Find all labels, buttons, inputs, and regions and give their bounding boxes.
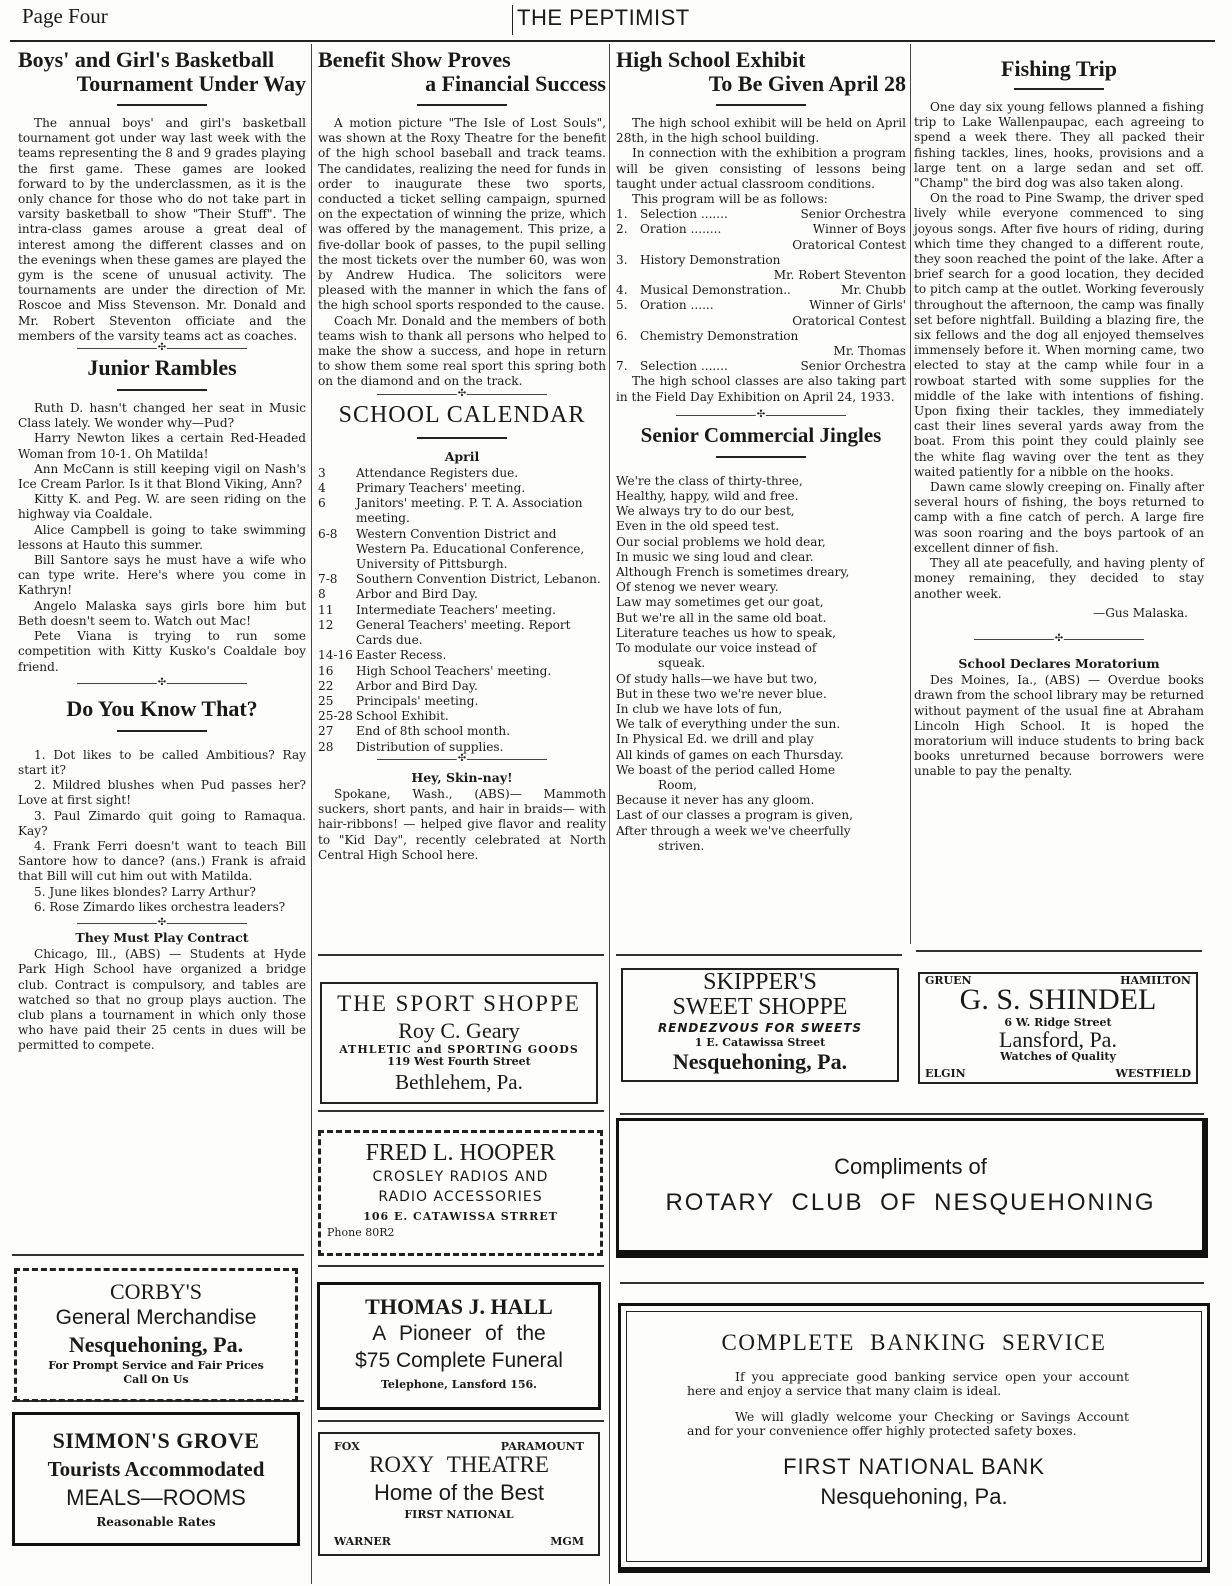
program-item: Oration ........ <box>640 222 722 237</box>
do-you-know-title: Do You Know That? <box>66 695 258 721</box>
program-performer-cont: Oratorical Contest <box>792 237 906 252</box>
section-separator: ✣ <box>77 348 247 349</box>
column-divider <box>609 44 610 1584</box>
program-number: 7. <box>616 359 628 374</box>
poem-line: But we're all in the same old boat. <box>616 610 827 625</box>
calendar-event: Intermediate Teachers' meeting. <box>356 602 556 617</box>
ad-shindel: GRUEN HAMILTON G. S. SHINDEL 6 W. Ridge Street Lansford, Pa. Watches of Quality ELGIN WESTFIELD <box>918 972 1198 1084</box>
ad-roxy: FOX PARAMOUNT ROXY THEATRE Home of the Best FIRST NATIONAL WARNER MGM <box>318 1432 600 1556</box>
poem-line: In club we have lots of fun, <box>616 701 783 716</box>
program-row <box>616 298 906 313</box>
headline-rule <box>117 389 207 391</box>
poem-line: squeak. <box>658 656 706 671</box>
ad-rule <box>620 1113 1204 1115</box>
do-you-know-item: 2. Mildred blushes when Pud passes her? Love at first sight! <box>18 778 306 808</box>
calendar-event: Attendance Registers due. <box>356 465 519 480</box>
skinnay-title: Hey, Skin-nay! <box>411 769 513 785</box>
calendar-day: 6 <box>318 496 326 511</box>
ad-rule <box>616 954 902 956</box>
program-number: 4. <box>616 283 628 298</box>
ad-hooper: FRED L. HOOPER CROSLEY RADIOS AND RADIO ACCESSORIES 106 E. CATAWISSA STRRET Phone 80R2 <box>318 1130 603 1256</box>
ad-rule <box>12 1254 304 1256</box>
poem-line: In music we sing loud and clear. <box>616 549 814 564</box>
ad-simmons: SIMMON'S GROVE Tourists Accommodated MEALS—ROOMS Reasonable Rates <box>12 1412 300 1546</box>
calendar-month: April <box>444 448 480 464</box>
headline-rule <box>417 104 507 106</box>
fishing-byline: —Gus Malaska. <box>1093 605 1188 620</box>
ramble-item: Harry Newton likes a certain Red-Headed Woman from 10-1. Oh Matilda! <box>18 431 306 461</box>
program-number: 6. <box>616 328 628 343</box>
section-separator: ✣ <box>676 415 846 416</box>
ad-rule <box>318 1420 604 1422</box>
exhibit-headline: High School Exhibit To Be Given April 28 <box>616 47 906 96</box>
benefit-paragraph: A motion picture "The Isle of Lost Souls", was shown at the Roxy Theatre for the benefit of the high school baseball and track teams. The candidates, realizing the need for funds in order to inaugurate these two sports, conducted a ticket selling campaign, spurned on the expectation of winning the prize, which was offered by the management. This prize, a five-dollar book of passes, to the pupil selling the most tickets over the number 60, was won by Andrew Hudica. The solicitors were pleased with the manner in which the fans of the high school sports responded to the cause. <box>318 116 606 313</box>
program-item: Chemistry Demonstration <box>640 328 799 343</box>
ad-rotary: Compliments of ROTARY CLUB OF NESQUEHONING <box>616 1118 1208 1258</box>
program-row <box>616 207 906 222</box>
moratorium-title: School Declares Moratorium <box>958 655 1160 671</box>
program-performer: Mr. Chubb <box>841 283 906 298</box>
ramble-item: Pete Viana is trying to run some competition with Kitty Kusko's Coaldale boy friend. <box>18 629 306 674</box>
poem-line: We boast of the period called Home <box>616 762 836 777</box>
headline-rule <box>417 437 507 439</box>
program-item: Selection ....... <box>640 359 728 374</box>
program-number: 5. <box>616 298 628 313</box>
program-row <box>616 253 906 268</box>
moratorium-body: Des Moines, Ia., (ABS) — Overdue books drawn from the school library may be returned without payment of the usual fine at Abraham Lincoln High School. It is hoped the moratorium will induce students to bring back books unreturned because borrowers were unable to pay the penalty. <box>914 673 1204 779</box>
program-row <box>616 359 906 374</box>
ad-rule <box>620 1282 1204 1284</box>
headline-rule <box>117 730 207 732</box>
calendar-day: 22 <box>318 678 334 693</box>
program-number: 3. <box>616 252 628 267</box>
junior-rambles-list <box>18 401 306 675</box>
calendar-event: Arbor and Bird Day. <box>356 678 478 693</box>
exhibit-paragraph: The high school classes are also taking part in the Field Day Exhibition on April 24, 1933. <box>616 374 906 404</box>
calendar-title: SCHOOL CALENDAR <box>338 401 586 428</box>
program-item: Musical Demonstration.. <box>640 283 791 298</box>
benefit-headline: Benefit Show Proves a Financial Success <box>318 47 606 96</box>
column-3 <box>616 48 906 854</box>
poem-line: Last of our classes a program is given, <box>616 808 853 823</box>
poem-line: Of stenog we never weary. <box>616 580 779 595</box>
contract-title: They Must Play Contract <box>75 929 249 945</box>
program-performer-cont: Mr. Thomas <box>833 344 906 359</box>
calendar-row <box>318 603 606 618</box>
poem-line: But in these two we're never blue. <box>616 686 827 701</box>
skinnay-body: Spokane, Wash., (ABS)— Mammoth suckers, short pants, and hair in braids— with hair-ribbons! — helped give flavor and reality to "Kid Day", recently celebrated at North Central High School here. <box>318 786 606 862</box>
ad-corbys: CORBY'S General Merchandise Nesquehoning, Pa. For Prompt Service and Fair Prices Call On Us <box>14 1268 298 1402</box>
basketball-body: The annual boys' and girl's basketball tournament got under way last week with the teams representing the 8 and 9 grades playing the first game. These games are looked forward to by the underclassmen, as it is the only chance for those who do not take part in varsity basketball to show "Their Stuff". The intra-class games arouse a great deal of interest among the different classes and on the evenings when these games are played the gym is the scene of unusual activity. The tournaments are under the direction of Mr. Roscoe and Miss Stevenson. Mr. Donald and Mr. Robert Steventon officiate and the members of the varsity teams act as coaches. <box>18 116 306 343</box>
exhibit-paragraph: The high school exhibit will be held on April 28th, in the high school building. <box>616 116 906 146</box>
calendar-event: Arbor and Bird Day. <box>356 587 478 602</box>
headline-rule <box>1014 88 1104 90</box>
column-divider <box>910 44 911 944</box>
calendar-row <box>318 709 606 724</box>
calendar-row <box>318 694 606 709</box>
headline-rule <box>716 456 806 458</box>
poem-line: Law may sometimes get our goat, <box>616 595 824 610</box>
do-you-know-item: 5. June likes blondes? Larry Arthur? <box>34 884 256 899</box>
basketball-headline: Boys' and Girl's Basketball Tournament Under Way <box>18 47 306 96</box>
ramble-item: Alice Campbell is going to take swimming lessons at Hauto this summer. <box>18 522 306 552</box>
calendar-day: 25-28 <box>318 709 353 724</box>
poem-line: In Physical Ed. we drill and play <box>616 732 814 747</box>
column-4 <box>914 48 1204 780</box>
jingles-poem <box>616 474 906 854</box>
section-separator: ✣ <box>77 683 247 684</box>
calendar-event: End of 8th school month. <box>356 724 511 739</box>
fishing-paragraph: On the road to Pine Swamp, the driver sped lively while everyone commenced to sing joyous songs. After five hours of riding, during which time they changed to a different route, they soon reached the point of the lake. After a brief search for a good location, they decided to pitch camp at the outlet. Working feverously throughout the afternoon, the camp was finally set before nightfall. Building a blazing fire, the six fellows and the dog all enjoyed themselves immensely before it. When morning came, two elected to stay at the camp while four in a rowboat started with some supplies for the middle of the lake with intentions of fishing. Upon fixing their tackles, they immediately cast their lines several yards away from the boat. From this point they could plainly see the white flag waving over the tent as they waited patiently for a nibble on the hooks. <box>914 191 1204 479</box>
headline-rule <box>117 104 207 106</box>
program-number: 1. <box>616 207 628 222</box>
program-performer-cont: Mr. Robert Steventon <box>773 268 906 283</box>
calendar-event: Easter Recess. <box>356 648 447 663</box>
section-separator: ✣ <box>377 394 547 395</box>
calendar-event: Distribution of supplies. <box>356 739 504 754</box>
poem-line: Because it never has any gloom. <box>616 793 815 808</box>
masthead: THE PEPTIMIST <box>512 5 690 35</box>
calendar-row <box>318 648 606 663</box>
poem-line: After through a week we've cheerfully <box>616 823 851 838</box>
calendar-day: 27 <box>318 724 334 739</box>
calendar-event: High School Teachers' meeting. <box>356 663 552 678</box>
ramble-item: Ruth D. hasn't changed her seat in Music Class lately. We wonder why—Pud? <box>18 401 306 431</box>
calendar-event: Janitors' meeting. P. T. A. Association meeting. <box>356 496 583 526</box>
calendar-event: School Exhibit. <box>356 709 449 724</box>
fishing-paragraph: Dawn came slowly creeping on. Finally after several hours of fishing, the boys returned to camp with a fine catch of perch. A large fire was soon roaring and the boys partook of an excellent dinner of fish. <box>914 480 1204 555</box>
calendar-event: Southern Convention District, Lebanon. <box>356 572 601 587</box>
poem-line: Literature teaches us how to speak, <box>616 625 836 640</box>
column-divider <box>311 1114 312 1584</box>
poem-line: Healthy, happy, wild and free. <box>616 489 799 504</box>
fishing-paragraph: One day six young fellows planned a fishing trip to Lake Wallenpaupac, each agreeing to spend a week there. They all packed their fishing tackles, lines, hooks, provisions and a large tent on a large sedan and set off. "Champ" the bird dog was also taken along. <box>914 100 1204 191</box>
do-you-know-item: 6. Rose Zimardo likes orchestra leaders? <box>34 899 286 914</box>
section-separator: ✣ <box>974 639 1144 640</box>
section-separator: ✣ <box>377 759 547 760</box>
ad-bank: COMPLETE BANKING SERVICE If you appreciate good banking service open your account here and enjoy a service that many claim is ideal. We will gladly welcome your Checking or Savings Account and for your convenience offer highly protected safety boxes. FIRST NATIONAL BANK Nesquehoning, Pa. <box>618 1303 1210 1573</box>
exhibit-paragraph: This program will be as follows: <box>632 192 828 207</box>
poem-line: We're the class of thirty-three, <box>616 473 803 488</box>
contract-body: Chicago, Ill., (ABS) — Students at Hyde Park High School have organized a bridge club. Contract is compulsory, and tables are watched so that no group plays auction. The club plans a tournament in which only those who have paid their 25 cents in dues will be permitted to compete. <box>18 947 306 1053</box>
poem-line: Although French is sometimes dreary, <box>616 565 850 580</box>
calendar-event: Western Convention District and Western Pa. Educational Conference, University of Pittsburgh. <box>356 526 585 572</box>
do-you-know-item: 1. Dot likes to be called Ambitious? Ray start it? <box>18 747 306 777</box>
jingles-title: Senior Commercial Jingles <box>640 422 882 447</box>
calendar-day: 3 <box>318 465 326 480</box>
ad-rule <box>318 954 604 956</box>
do-you-know-item: 3. Paul Zimardo quit going to Ramaqua. Kay? <box>18 808 306 838</box>
calendar-list <box>318 466 606 755</box>
header-rule <box>10 40 1215 42</box>
program-number: 2. <box>616 222 628 237</box>
calendar-row <box>318 481 606 496</box>
calendar-day: 16 <box>318 663 334 678</box>
column-2 <box>318 48 606 863</box>
program-row <box>616 329 906 344</box>
do-you-know-item: 4. Frank Ferri doesn't want to teach Bill Santore how to dance? (ans.) Frank is afraid that Bill will cut him out with Matilda. <box>18 838 306 884</box>
calendar-day: 11 <box>318 602 334 617</box>
column-divider <box>311 44 312 1114</box>
exhibit-paragraph: In connection with the exhibition a program will be given consisting of lessons being taught under actual classroom conditions. <box>616 146 906 191</box>
calendar-row <box>318 527 606 573</box>
program-row <box>616 222 906 237</box>
calendar-row <box>318 679 606 694</box>
calendar-day: 14-16 <box>318 648 353 663</box>
poem-line: Of study halls—we have but two, <box>616 671 818 686</box>
program-row <box>616 283 906 298</box>
calendar-day: 12 <box>318 617 334 632</box>
ad-rule <box>318 1110 604 1112</box>
program-item: Selection ....... <box>640 207 728 222</box>
page-label: Page Four <box>22 4 108 28</box>
program-performer-cont: Oratorical Contest <box>792 313 906 328</box>
program-item: Oration ...... <box>640 298 714 313</box>
poem-line: Room, <box>658 777 697 792</box>
ad-rule <box>916 950 1202 952</box>
program-performer: Senior Orchestra <box>800 359 906 374</box>
calendar-day: 28 <box>318 739 334 754</box>
calendar-row <box>318 664 606 679</box>
ramble-item: Kitty K. and Peg. W. are seen riding on the highway via Coaldale. <box>18 492 306 522</box>
calendar-row <box>318 724 606 739</box>
column-1 <box>18 48 306 1054</box>
do-you-know-list <box>18 748 306 915</box>
section-separator: ✣ <box>77 923 247 924</box>
calendar-row <box>318 572 606 587</box>
ad-rule <box>318 1265 604 1267</box>
program-performer: Senior Orchestra <box>800 207 906 222</box>
calendar-row <box>318 466 606 481</box>
calendar-row <box>318 587 606 602</box>
poem-line: We always try to do our best, <box>616 504 795 519</box>
ramble-item: Bill Santore says he must have a wife who can type write. Here's where you come in Kathryn! <box>18 553 306 598</box>
poem-line: Our social problems we hold dear, <box>616 534 826 549</box>
calendar-day: 8 <box>318 587 326 602</box>
program-item: History Demonstration <box>640 252 781 267</box>
ad-skippers: SKIPPER'S SWEET SHOPPE RENDEZVOUS FOR SWEETS 1 E. Catawissa Street Nesquehoning, Pa. <box>621 968 899 1082</box>
calendar-event: General Teachers' meeting. Report Cards due. <box>356 617 571 648</box>
poem-line: We talk of everything under the sun. <box>616 717 841 732</box>
calendar-day: 25 <box>318 693 334 708</box>
fishing-title: Fishing Trip <box>1001 56 1117 81</box>
calendar-event: Primary Teachers' meeting. <box>356 481 526 496</box>
ad-hall: THOMAS J. HALL A Pioneer of the $75 Complete Funeral Telephone, Lansford 156. <box>317 1282 601 1410</box>
ramble-item: Ann McCann is still keeping vigil on Nash's Ice Cream Parlor. Is it that Blond Viking, Ann? <box>18 461 306 492</box>
calendar-day: 4 <box>318 481 326 496</box>
poem-line: All kinds of games on each Thursday. <box>616 747 844 762</box>
poem-line: striven. <box>658 838 705 853</box>
calendar-day: 7-8 <box>318 572 338 587</box>
calendar-event: Principals' meeting. <box>356 693 479 708</box>
headline-rule <box>716 104 806 106</box>
poem-line: Even in the old speed test. <box>616 519 780 534</box>
program-performer: Winner of Girls' <box>809 298 906 313</box>
junior-rambles-title: Junior Rambles <box>87 355 237 381</box>
program-performer: Winner of Boys <box>812 222 906 237</box>
benefit-paragraph: Coach Mr. Donald and the members of both teams wish to thank all persons who helped to make the show a success, and hope in return to show them some real sport this spring both on the diamond and on the track. <box>318 313 606 389</box>
poem-line: To modulate our voice instead of <box>616 641 817 656</box>
exhibit-program <box>616 207 906 374</box>
ramble-item: Angelo Malaska says girls bore him but Beth doesn't seem to. Watch out Mac! <box>18 598 306 628</box>
calendar-row <box>318 496 606 526</box>
ad-sport-shoppe: THE SPORT SHOPPE Roy C. Geary ATHLETIC and SPORTING GOODS 119 West Fourth Street Bethlehem, Pa. <box>320 982 598 1104</box>
calendar-day: 6-8 <box>318 526 338 541</box>
fishing-paragraph: They all ate peacefully, and having plenty of money remaining, they decided to stay another week. <box>914 556 1204 601</box>
calendar-row <box>318 618 606 648</box>
